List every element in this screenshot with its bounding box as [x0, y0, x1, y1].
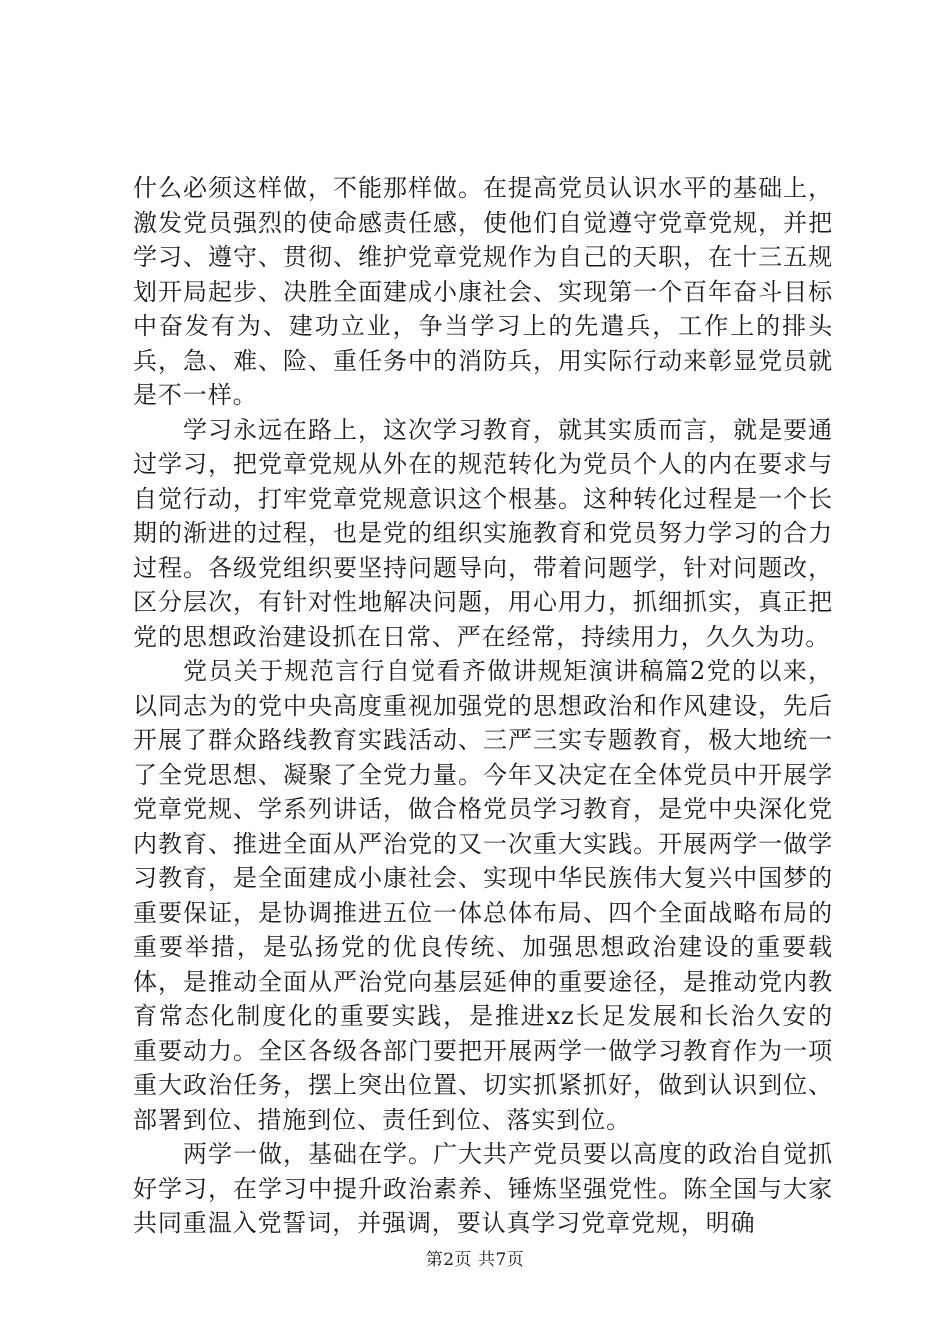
- paragraph-3: 党员关于规范言行自觉看齐做讲规矩演讲稿篇2党的以来，以同志为的党中央高度重视加强党的思想政治和作风建设，先后开展了群众路线教育实践活动、三严三实专题教育，极大地统一了全党思想、凝聚了全党力量。今年又决定在全体党员中开展学党章党规、学系列讲话，做合格党员学习教育，是党中央深化党内教育、推进全面从严治党的又一次重大实践。开展两学一做学习教育，是全面建成小康社会、实现中华民族伟大复兴中国梦的重要保证，是协调推进五位一体总体布局、四个全面战略布局的重要举措，是弘扬党的优良传统、加强思想政治建设的重要载体，是推动全面从严治党向基层延伸的重要途径，是推动党内教育常态化制度化的重要实践，是推进xz长足发展和长治久安的重要动力。全区各级各部门要把开展两学一做学习教育作为一项重大政治任务，摆上突出位置、切实抓紧抓好，做到认识到位、部署到位、措施到位、责任到位、落实到位。: [133, 657, 833, 1134]
- paragraph-2: 学习永远在路上，这次学习教育，就其实质而言，就是要通过学习，把党章党规从外在的规范转化为党员个人的内在要求与自觉行动，打牢党章党规意识这个根基。这种转化过程是一个长期的渐进的过程，也是党的组织实施教育和党员努力学习的合力过程。各级党组织要坚持问题导向，带着问题学，针对问题改，区分层次，有针对性地解决问题，用心用力，抓细抓实，真正把党的思想政治建设抓在日常、严在经常，持续用力，久久为功。: [133, 415, 833, 651]
- paragraph-4: 两学一做，基础在学。广大共产党员要以高度的政治自觉抓好学习，在学习中提升政治素养、锤炼坚强党性。陈全国与大家共同重温入党誓词，并强调，要认真学习党章党规，明确: [133, 1140, 833, 1237]
- document-body: [133, 171, 833, 1241]
- paragraph-1: 什么必须这样做，不能那样做。在提高党员认识水平的基础上，激发党员强烈的使命感责任感，使他们自觉遵守党章党规，并把学习、遵守、贯彻、维护党章党规作为自己的天职，在十三五规划开局起步、决胜全面建成小康社会、实现第一个百年奋斗目标中奋发有为、建功立业，争当学习上的先遣兵，工作上的排头兵，急、难、险、重任务中的消防兵，用实际行动来彰显党员就是不一样。: [133, 174, 833, 409]
- page-number-footer: 第2页 共7页: [425, 1250, 525, 1270]
